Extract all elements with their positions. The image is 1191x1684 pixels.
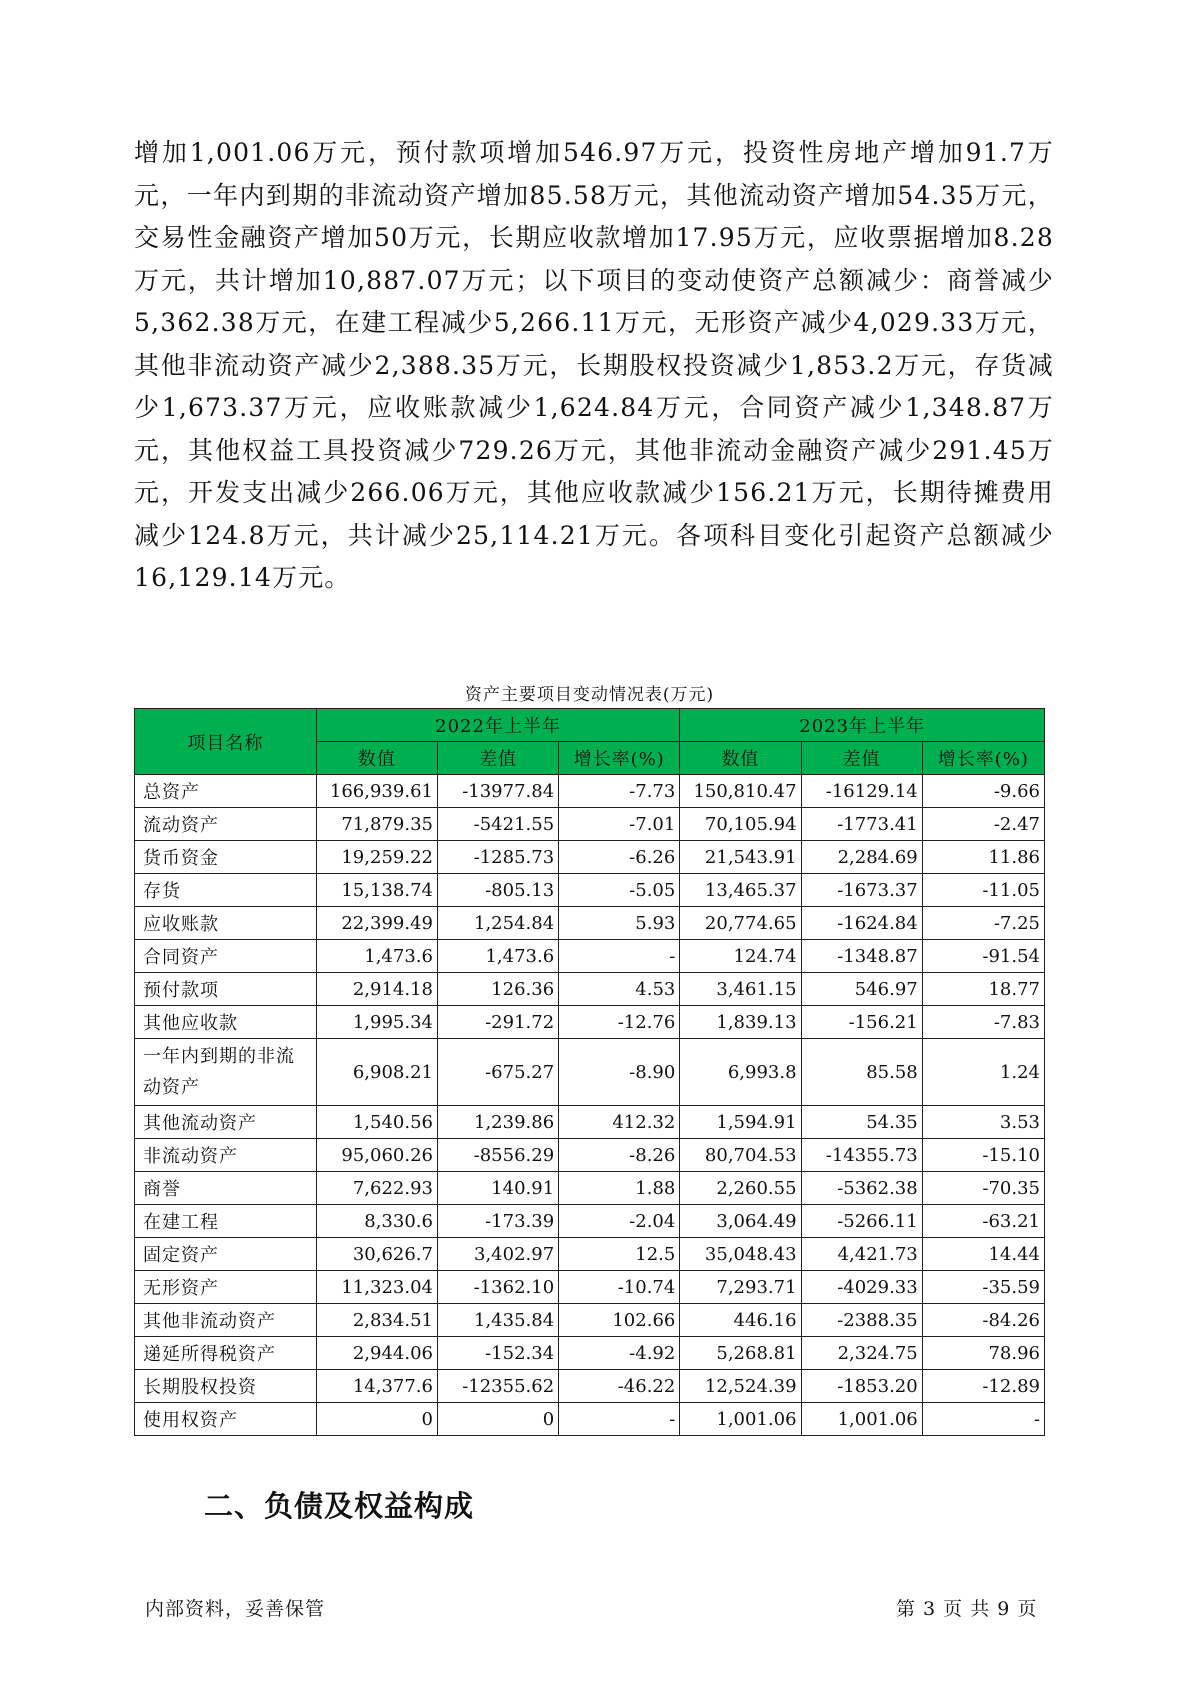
value-2022-cell: 0 (316, 1403, 437, 1436)
value-2023-cell: 35,048.43 (680, 1238, 801, 1271)
value-2022-cell: 8,330.6 (316, 1205, 437, 1238)
table-row (135, 1205, 1045, 1238)
row-name-cell: 总资产 (135, 775, 317, 808)
table-row (135, 874, 1045, 907)
diff-2023-cell: -1673.37 (801, 874, 922, 907)
growth-2022-cell: -5.05 (559, 874, 680, 907)
diff-2022-cell: -8556.29 (437, 1139, 558, 1172)
row-name-cell: 非流动资产 (135, 1139, 317, 1172)
diff-2023-cell: -5362.38 (801, 1172, 922, 1205)
diff-2022-cell: 1,473.6 (437, 940, 558, 973)
diff-2023-cell: 4,421.73 (801, 1238, 922, 1271)
diff-2023-cell: -2388.35 (801, 1304, 922, 1337)
growth-2022-cell: 5.93 (559, 907, 680, 940)
growth-2022-cell: - (559, 940, 680, 973)
diff-2022-cell: -805.13 (437, 874, 558, 907)
header-period-2023: 2023年上半年 (680, 709, 1045, 742)
table-row (135, 1403, 1045, 1436)
body-paragraph: 增加1,001.06万元，预付款项增加546.97万元，投资性房地产增加91.7万元，一年内到期的非流动资产增加85.58万元，其他流动资产增加54.35万元，交易性金融资产增加50万元，长期应收款增加17.95万元，应收票据增加8.28万元，共计增加10,887.07万元；以下项目的变动使资产总额减少：商誉减少5,362.38万元，在建工程减少5,266.11万元，无形资产减少4,029.33万元，其他非流动资产减少2,388.35万元，长期股权投资减少1,853.2万元，存货减少1,673.37万元，应收账款减少1,624.84万元，合同资产减少1,348.87万元，其他权益工具投资减少729.26万元，其他非流动金融资产减少291.45万元，开发支出减少266.06万元，其他应收款减少156.21万元，长期待摊费用减少124.8万元，共计减少25,114.21万元。各项科目变化引起资产总额减少16,129.14万元。 (134, 138, 1054, 592)
diff-2023-cell: -1624.84 (801, 907, 922, 940)
row-name-cell: 商誉 (135, 1172, 317, 1205)
table-row (135, 1006, 1045, 1039)
value-2022-cell: 2,834.51 (316, 1304, 437, 1337)
table-row (135, 940, 1045, 973)
diff-2022-cell: 1,239.86 (437, 1106, 558, 1139)
growth-2022-cell: -2.04 (559, 1205, 680, 1238)
diff-2022-cell: 1,254.84 (437, 907, 558, 940)
header-diff-2023: 差值 (801, 742, 922, 775)
growth-2023-cell: 1.24 (922, 1039, 1044, 1106)
growth-2022-cell: -7.01 (559, 808, 680, 841)
growth-2023-cell: -2.47 (922, 808, 1044, 841)
table-row (135, 841, 1045, 874)
diff-2023-cell: 1,001.06 (801, 1403, 922, 1436)
table-row (135, 1238, 1045, 1271)
value-2023-cell: 80,704.53 (680, 1139, 801, 1172)
value-2022-cell: 1,995.34 (316, 1006, 437, 1039)
row-name-cell: 递延所得税资产 (135, 1337, 317, 1370)
table-row (135, 1039, 1045, 1106)
diff-2023-cell: -156.21 (801, 1006, 922, 1039)
value-2023-cell: 6,993.8 (680, 1039, 801, 1106)
value-2022-cell: 95,060.26 (316, 1139, 437, 1172)
value-2022-cell: 2,944.06 (316, 1337, 437, 1370)
row-name-cell: 应收账款 (135, 907, 317, 940)
table-row (135, 1139, 1045, 1172)
growth-2023-cell: 14.44 (922, 1238, 1044, 1271)
table-row (135, 973, 1045, 1006)
diff-2022-cell: -675.27 (437, 1039, 558, 1106)
header-growth-2023: 增长率(%) (922, 742, 1044, 775)
table-body (135, 775, 1045, 1436)
header-value-2022: 数值 (316, 742, 437, 775)
value-2022-cell: 15,138.74 (316, 874, 437, 907)
row-name-cell: 合同资产 (135, 940, 317, 973)
growth-2023-cell: 78.96 (922, 1337, 1044, 1370)
growth-2023-cell: -63.21 (922, 1205, 1044, 1238)
table-row (135, 1172, 1045, 1205)
value-2023-cell: 446.16 (680, 1304, 801, 1337)
growth-2022-cell: -8.26 (559, 1139, 680, 1172)
value-2022-cell: 166,939.61 (316, 775, 437, 808)
value-2023-cell: 1,594.91 (680, 1106, 801, 1139)
growth-2023-cell: -15.10 (922, 1139, 1044, 1172)
growth-2022-cell: - (559, 1403, 680, 1436)
growth-2022-cell: 4.53 (559, 973, 680, 1006)
value-2022-cell: 1,540.56 (316, 1106, 437, 1139)
growth-2022-cell: -4.92 (559, 1337, 680, 1370)
growth-2022-cell: -7.73 (559, 775, 680, 808)
growth-2023-cell: -12.89 (922, 1370, 1044, 1403)
diff-2022-cell: -291.72 (437, 1006, 558, 1039)
row-name-cell: 其他应收款 (135, 1006, 317, 1039)
value-2023-cell: 124.74 (680, 940, 801, 973)
header-period-2022: 2022年上半年 (316, 709, 680, 742)
value-2022-cell: 1,473.6 (316, 940, 437, 973)
table-row (135, 1304, 1045, 1337)
row-name-cell: 使用权资产 (135, 1403, 317, 1436)
row-name-cell: 长期股权投资 (135, 1370, 317, 1403)
growth-2023-cell: -84.26 (922, 1304, 1044, 1337)
value-2022-cell: 14,377.6 (316, 1370, 437, 1403)
value-2022-cell: 7,622.93 (316, 1172, 437, 1205)
header-growth-2022: 增长率(%) (559, 742, 680, 775)
asset-change-table (134, 708, 1045, 1436)
value-2022-cell: 71,879.35 (316, 808, 437, 841)
diff-2022-cell: 3,402.97 (437, 1238, 558, 1271)
row-name-cell: 固定资产 (135, 1238, 317, 1271)
header-value-2023: 数值 (680, 742, 801, 775)
table-row (135, 1370, 1045, 1403)
diff-2022-cell: -1285.73 (437, 841, 558, 874)
value-2023-cell: 5,268.81 (680, 1337, 801, 1370)
diff-2023-cell: -1348.87 (801, 940, 922, 973)
diff-2022-cell: -5421.55 (437, 808, 558, 841)
header-item-name: 项目名称 (135, 709, 317, 775)
diff-2022-cell: 1,435.84 (437, 1304, 558, 1337)
diff-2023-cell: -5266.11 (801, 1205, 922, 1238)
diff-2023-cell: -16129.14 (801, 775, 922, 808)
value-2023-cell: 3,064.49 (680, 1205, 801, 1238)
value-2023-cell: 70,105.94 (680, 808, 801, 841)
value-2023-cell: 12,524.39 (680, 1370, 801, 1403)
value-2023-cell: 2,260.55 (680, 1172, 801, 1205)
diff-2023-cell: -1853.20 (801, 1370, 922, 1403)
value-2023-cell: 150,810.47 (680, 775, 801, 808)
value-2022-cell: 19,259.22 (316, 841, 437, 874)
row-name-cell: 其他非流动资产 (135, 1304, 317, 1337)
value-2022-cell: 22,399.49 (316, 907, 437, 940)
footer-confidential-note: 内部资料，妥善保管 (145, 1598, 326, 1620)
table-caption: 资产主要项目变动情况表(万元) (464, 685, 715, 705)
table-row (135, 907, 1045, 940)
row-name-cell: 在建工程 (135, 1205, 317, 1238)
diff-2022-cell: 0 (437, 1403, 558, 1436)
growth-2022-cell: 102.66 (559, 1304, 680, 1337)
diff-2023-cell: -14355.73 (801, 1139, 922, 1172)
growth-2022-cell: -8.90 (559, 1039, 680, 1106)
diff-2023-cell: 2,284.69 (801, 841, 922, 874)
growth-2023-cell: - (922, 1403, 1044, 1436)
growth-2022-cell: -6.26 (559, 841, 680, 874)
growth-2023-cell: -11.05 (922, 874, 1044, 907)
diff-2023-cell: 546.97 (801, 973, 922, 1006)
row-name-cell: 预付款项 (135, 973, 317, 1006)
growth-2023-cell: -9.66 (922, 775, 1044, 808)
value-2023-cell: 20,774.65 (680, 907, 801, 940)
value-2022-cell: 11,323.04 (316, 1271, 437, 1304)
value-2023-cell: 1,839.13 (680, 1006, 801, 1039)
diff-2022-cell: -152.34 (437, 1337, 558, 1370)
row-name-cell: 其他流动资产 (135, 1106, 317, 1139)
row-name-cell: 货币资金 (135, 841, 317, 874)
growth-2023-cell: -7.25 (922, 907, 1044, 940)
table-row (135, 808, 1045, 841)
diff-2022-cell: 126.36 (437, 973, 558, 1006)
growth-2022-cell: 12.5 (559, 1238, 680, 1271)
value-2022-cell: 6,908.21 (316, 1039, 437, 1106)
section-heading: 二、负债及权益构成 (204, 1489, 475, 1523)
diff-2022-cell: -1362.10 (437, 1271, 558, 1304)
value-2023-cell: 13,465.37 (680, 874, 801, 907)
row-name-cell: 一年内到期的非流动资产 (135, 1039, 317, 1106)
header-diff-2022: 差值 (437, 742, 558, 775)
diff-2022-cell: -12355.62 (437, 1370, 558, 1403)
growth-2023-cell: -70.35 (922, 1172, 1044, 1205)
value-2023-cell: 3,461.15 (680, 973, 801, 1006)
footer-page-number: 第 3 页 共 9 页 (896, 1598, 1038, 1620)
table-row (135, 1337, 1045, 1370)
diff-2022-cell: -13977.84 (437, 775, 558, 808)
table-row (135, 1271, 1045, 1304)
diff-2023-cell: -4029.33 (801, 1271, 922, 1304)
growth-2022-cell: -46.22 (559, 1370, 680, 1403)
growth-2022-cell: 412.32 (559, 1106, 680, 1139)
value-2023-cell: 7,293.71 (680, 1271, 801, 1304)
diff-2023-cell: -1773.41 (801, 808, 922, 841)
table-row (135, 775, 1045, 808)
growth-2023-cell: 3.53 (922, 1106, 1044, 1139)
value-2022-cell: 30,626.7 (316, 1238, 437, 1271)
growth-2023-cell: -7.83 (922, 1006, 1044, 1039)
growth-2022-cell: 1.88 (559, 1172, 680, 1205)
growth-2023-cell: 18.77 (922, 973, 1044, 1006)
diff-2023-cell: 85.58 (801, 1039, 922, 1106)
growth-2023-cell: 11.86 (922, 841, 1044, 874)
growth-2023-cell: -91.54 (922, 940, 1044, 973)
row-name-cell: 无形资产 (135, 1271, 317, 1304)
value-2023-cell: 21,543.91 (680, 841, 801, 874)
table-row (135, 1106, 1045, 1139)
growth-2022-cell: -10.74 (559, 1271, 680, 1304)
value-2022-cell: 2,914.18 (316, 973, 437, 1006)
diff-2022-cell: -173.39 (437, 1205, 558, 1238)
growth-2022-cell: -12.76 (559, 1006, 680, 1039)
diff-2023-cell: 54.35 (801, 1106, 922, 1139)
diff-2023-cell: 2,324.75 (801, 1337, 922, 1370)
row-name-cell: 流动资产 (135, 808, 317, 841)
value-2023-cell: 1,001.06 (680, 1403, 801, 1436)
diff-2022-cell: 140.91 (437, 1172, 558, 1205)
row-name-cell: 存货 (135, 874, 317, 907)
growth-2023-cell: -35.59 (922, 1271, 1044, 1304)
